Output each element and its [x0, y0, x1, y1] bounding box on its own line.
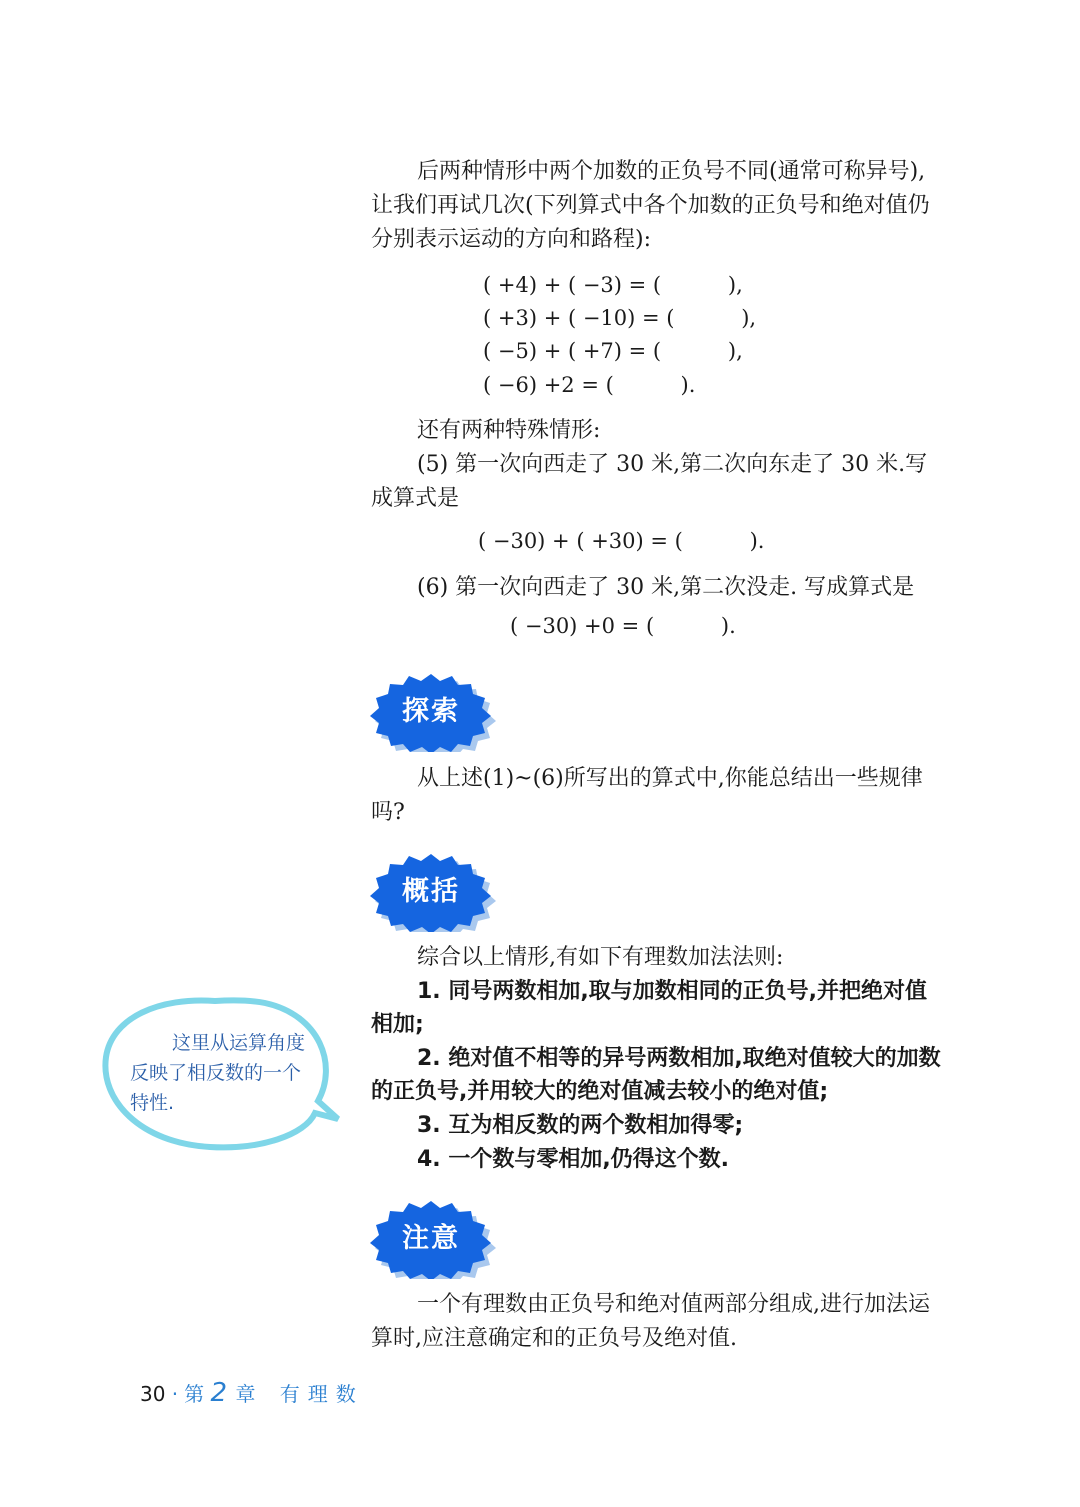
page-footer: 30 · 第 2 章 有理数 — [140, 1378, 364, 1408]
intro-text: 后两种情形中两个加数的正负号不同(通常可称异号),让我们再试几次(下列算式中各个加数的正负号和绝对值仍分别表示运动的方向和路程): — [371, 159, 930, 252]
chapter-title: 有理数 — [279, 1382, 364, 1406]
explore-badge — [370, 672, 492, 744]
rule-1: 1. 同号两数相加,取与加数相同的正负号,并把绝对值相加; — [371, 979, 928, 1037]
rule-3: 3. 互为相反数的两个数相加得零; — [417, 1113, 744, 1138]
equation-3: ( −5) + ( +7) = ( ), — [483, 339, 743, 363]
equation-1: ( +4) + ( −3) = ( ), — [483, 273, 743, 297]
explore-badge-label: 探索 — [402, 695, 460, 727]
summary-badge-label: 概括 — [402, 875, 460, 907]
summary-badge — [370, 852, 492, 924]
chapter-suffix: 章 — [235, 1382, 256, 1406]
equation-4: ( −6) +2 = ( ). — [483, 373, 696, 397]
equation-6: ( −30) +0 = ( ). — [510, 614, 736, 638]
case-6-text: (6) 第一次向西走了 30 米,第二次没走. 写成算式是 — [417, 575, 915, 600]
rule-2: 2. 绝对值不相等的异号两数相加,取绝对值较大的加数的正负号,并用较大的绝对值减去较小的绝对值; — [371, 1046, 941, 1104]
equation-2: ( +3) + ( −10) = ( ), — [483, 306, 757, 330]
chapter-number: 2 — [210, 1378, 228, 1408]
special-heading: 还有两种特殊情形: — [417, 418, 601, 443]
note-badge-label: 注意 — [402, 1222, 460, 1254]
note-badge — [370, 1199, 492, 1271]
page-number: 30 — [140, 1382, 166, 1406]
summary-intro: 综合以上情形,有如下有理数加法法则: — [417, 945, 784, 970]
chapter-prefix: 第 — [184, 1382, 205, 1406]
equation-5: ( −30) + ( +30) = ( ). — [478, 529, 765, 553]
sidenote-text: 这里从运算角度反映了相反数的一个特性. — [130, 1032, 306, 1114]
note-paragraph: 一个有理数由正负号和绝对值两部分组成,进行加法运算时,应注意确定和的正负号及绝对值. — [371, 1292, 930, 1351]
case-5-text: (5) 第一次向西走了 30 米,第二次向东走了 30 米.写成算式是 — [371, 452, 928, 511]
rule-4: 4. 一个数与零相加,仍得这个数. — [417, 1147, 730, 1172]
intro-paragraph — [371, 155, 941, 257]
explore-paragraph: 从上述(1)~(6)所写出的算式中,你能总结出一些规律吗? — [371, 766, 923, 825]
